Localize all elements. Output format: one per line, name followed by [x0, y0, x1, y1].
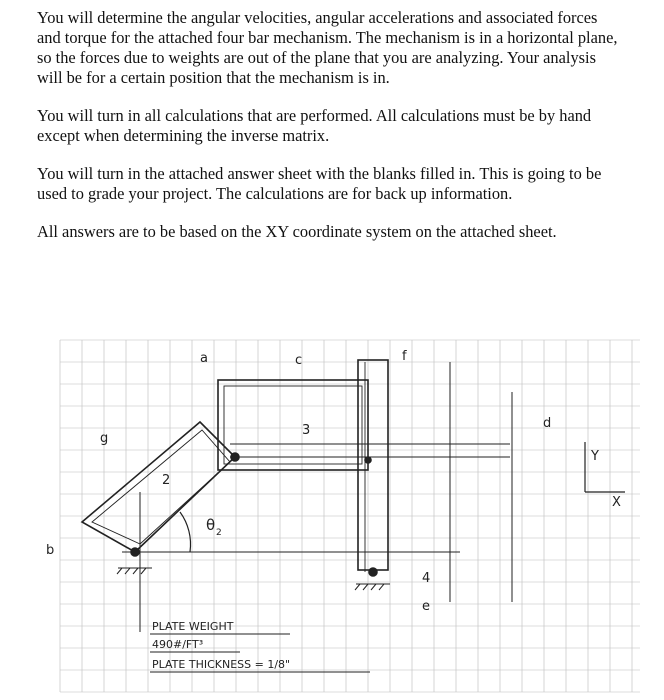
label-b: b: [46, 543, 55, 558]
note-plate-thickness: PLATE THICKNESS = 1/8": [152, 658, 291, 671]
paragraph-answer-sheet: You will turn in the attached answer sheet with the blanks filled in. This is going to be used to grade your project. The calculations are for back up information.: [37, 164, 602, 203]
label-d: d: [543, 416, 552, 431]
pivot-o4: [369, 568, 377, 576]
label-link3: 3: [302, 423, 311, 438]
paragraph-calculations: You will turn in all calculations that are performed. All calculations must be by hand except when determining the inverse matrix.: [37, 106, 592, 145]
ground-hatch-o4: [355, 584, 390, 590]
label-e: e: [422, 599, 430, 614]
pivot-b: [365, 457, 371, 463]
link-3-plate-inner: [224, 386, 362, 464]
ground-hatch-o2: [117, 568, 152, 574]
label-theta: θ: [206, 516, 216, 534]
label-a: a: [200, 351, 208, 366]
theta-arc: [180, 512, 191, 552]
paragraph-coordinate-system: All answers are to be based on the XY coordinate system on the attached sheet.: [37, 222, 557, 241]
pivot-a: [231, 453, 239, 461]
label-theta-subscript: 2: [216, 528, 222, 538]
link-4-plate: [358, 360, 388, 570]
paragraph-intro: You will determine the angular velocities, angular accelerations and associated forces and torque for the attached four bar mechanism. The mechanism is in a horizontal plane, so the forces due to weights are out of the plane that you are analyzing. Your analysis will be for a certain position that the mechanism is in.: [37, 8, 618, 87]
note-density: 490#/FT³: [152, 638, 204, 651]
label-y-axis: Y: [591, 449, 599, 464]
label-x-axis: X: [612, 495, 621, 510]
label-link4: 4: [422, 571, 431, 586]
graph-paper-grid: [60, 340, 640, 692]
label-f: f: [402, 349, 407, 364]
sketch-labels: [46, 349, 621, 671]
document-body: [37, 8, 622, 260]
label-link2: 2: [162, 473, 171, 488]
note-plate-weight: PLATE WEIGHT: [152, 620, 234, 633]
label-g: g: [100, 431, 109, 446]
four-bar-mechanism-sketch: [40, 332, 640, 694]
pivot-o2: [131, 548, 139, 556]
label-c: c: [295, 353, 303, 368]
